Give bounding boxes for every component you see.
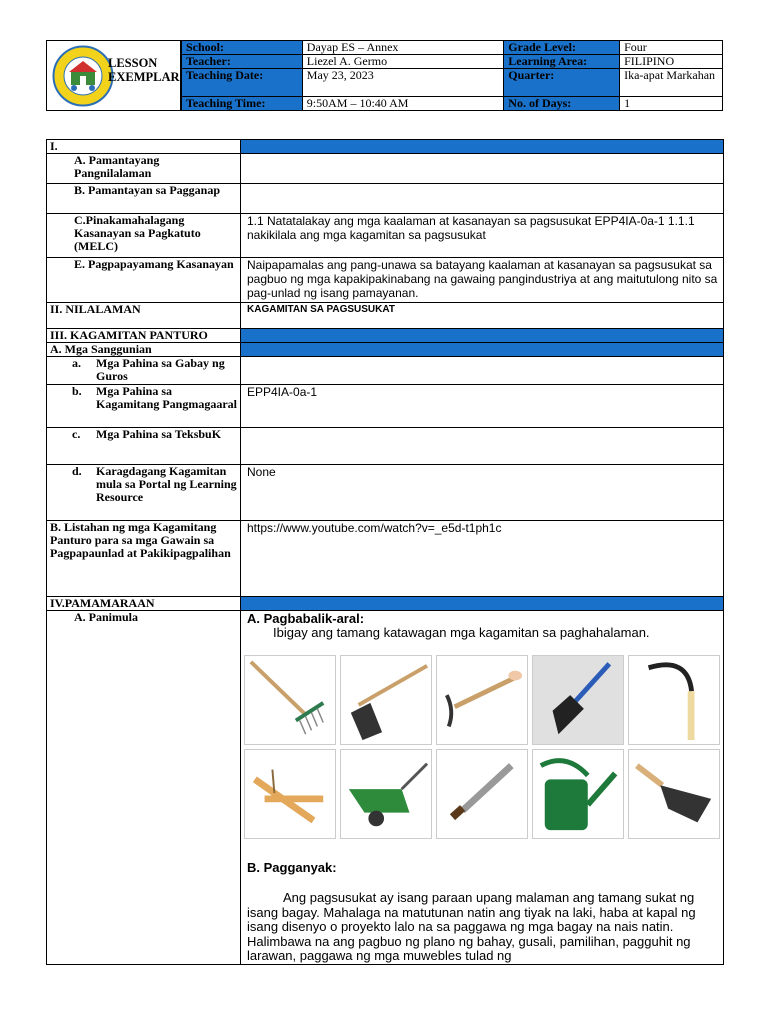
pagbabalik-aral-heading: A. Pagbabalik-aral:: [247, 611, 365, 626]
label-learning-area: Learning Area:: [504, 55, 620, 69]
stakes-icon: [244, 749, 336, 839]
logo-cell: [46, 40, 181, 111]
pagganyak-paragraph: Ang pagsusukat ay isang paraan upang malaman ang tamang sukat ng isang bagay. Mahalaga na matutunan natin ang tiyak na laki, haba at kapal ng isang disenyo o proyekto lalo na sa paggawa ng mga bagay na nais natin. Halimbawa na ang pagbuo ng plano ng bahay, gusali, pamilihan, pagguhit ng larawan, paggawa ng mga muwebles tulad ng: [247, 890, 696, 963]
mga-sanggunian-label: A. Mga Sanggunian: [47, 343, 241, 357]
hoe-icon: [340, 655, 432, 745]
panimula-label: A. Panimula: [47, 611, 241, 965]
pamantayang-pangnilalaman: A. Pamantayang Pangnilalaman: [47, 154, 241, 184]
melc-label: C.Pinakamahalagang Kasanayan sa Pagkatuto (MELC): [47, 214, 241, 258]
item-label: Mga Pahina sa Kagamitang Pangmagaaral: [96, 384, 237, 411]
school-seal-logo: [52, 45, 114, 107]
kagamitang-pangmagaaral-value: EPP4IA-0a-1: [241, 385, 724, 428]
item-key: b.: [72, 384, 82, 398]
trowel-icon: [628, 749, 720, 839]
nilalaman-label: II. NILALAMAN: [47, 303, 241, 329]
panimula-content: [241, 611, 724, 965]
pamamaraan-label: IV.PAMAMARAAN: [47, 597, 241, 611]
karagdagang-kagamitan-label: [47, 465, 241, 521]
label-grade-level: Grade Level:: [504, 41, 620, 55]
section-bar: [241, 329, 724, 343]
melc-value: 1.1 Natatalakay ang mga kaalaman at kasanayan sa pagsusukat EPP4IA-0a-1 1.1.1 nakikilala ang mga kagamitan sa pagsusukat: [241, 214, 724, 258]
karagdagang-kagamitan-value: None: [241, 465, 724, 521]
rake-icon: [244, 655, 336, 745]
lesson-exemplar-title: LESSON EXEMPLAR: [108, 56, 180, 84]
empty-cell: [241, 428, 724, 465]
value-quarter: Ika-apat Markahan: [620, 69, 723, 97]
nilalaman-value: KAGAMITAN SA PAGSUSUKAT: [241, 303, 724, 329]
value-teaching-time: 9:50AM – 10:40 AM: [302, 97, 504, 111]
item-label: Mga Pahina sa TeksbuK: [96, 427, 222, 441]
empty-cell: [241, 154, 724, 184]
label-teaching-date: Teaching Date:: [182, 69, 303, 97]
sickle-icon: [628, 655, 720, 745]
empty-cell: [241, 357, 724, 385]
item-label: Karagdagang Kagamitan mula sa Portal ng Learning Resource: [96, 464, 237, 504]
kagamitang-pangmagaaral-label: [47, 385, 241, 428]
section-bar: [241, 597, 724, 611]
watering-can-icon: [532, 749, 624, 839]
shovel-icon: [532, 655, 624, 745]
value-learning-area: FILIPINO: [620, 55, 723, 69]
label-quarter: Quarter:: [504, 69, 620, 97]
value-teacher: Liezel A. Germo: [302, 55, 504, 69]
value-grade-level: Four: [620, 41, 723, 55]
pagbabalik-aral-instruction: Ibigay ang tamang katawagan mga kagamitan sa paghahalaman.: [273, 625, 650, 640]
lesson-header: [46, 40, 723, 112]
item-key: c.: [72, 427, 81, 441]
item-key: a.: [72, 356, 81, 370]
section-bar: [241, 140, 724, 154]
item-key: d.: [72, 464, 82, 478]
empty-cell: [241, 184, 724, 214]
label-no-of-days: No. of Days:: [504, 97, 620, 111]
label-teacher: Teacher:: [182, 55, 303, 69]
label-teaching-time: Teaching Time:: [182, 97, 303, 111]
bolo-icon: [436, 749, 528, 839]
teksbuk-label: [47, 428, 241, 465]
label-school: School:: [182, 41, 303, 55]
section-bar: [241, 343, 724, 357]
listahan-link[interactable]: https://www.youtube.com/watch?v=_e5d-t1ph1c: [241, 521, 724, 597]
lesson-plan-table: [46, 139, 724, 965]
pagganyak-heading: B. Pagganyak:: [247, 860, 337, 875]
gabay-ng-guro-label: [47, 357, 241, 385]
value-school: Dayap ES – Annex: [302, 41, 504, 55]
header-info-table: [181, 40, 723, 111]
value-no-of-days: 1: [620, 97, 723, 111]
kagamitan-panturo-label: III. KAGAMITAN PANTURO: [47, 329, 241, 343]
garden-tools-grid: [244, 655, 720, 839]
wheelbarrow-icon: [340, 749, 432, 839]
value-teaching-date: May 23, 2023: [302, 69, 504, 97]
pickaxe-icon: [436, 655, 528, 745]
pagpapayamang-kasanayan: E. Pagpapayamang Kasanayan: [47, 258, 241, 303]
listahan-label: B. Listahan ng mga Kagamitang Panturo para sa mga Gawain sa Pagpapaunlad at Pakikipagpalihan: [47, 521, 241, 597]
item-label: Mga Pahina sa Gabay ng Guros: [96, 356, 225, 383]
section-i: I.: [47, 140, 241, 154]
pagpapayamang-value: Naipapamalas ang pang-unawa sa batayang kaalaman at kasanayan sa pagsusukat sa pagbuo ng mga kapakipakinabang na gawaing pangindustriya at ang maitutulong nito sa pag-unlad ng isang pamayanan.: [241, 258, 724, 303]
pamantayan-sa-pagganap: B. Pamantayan sa Pagganap: [47, 184, 241, 214]
